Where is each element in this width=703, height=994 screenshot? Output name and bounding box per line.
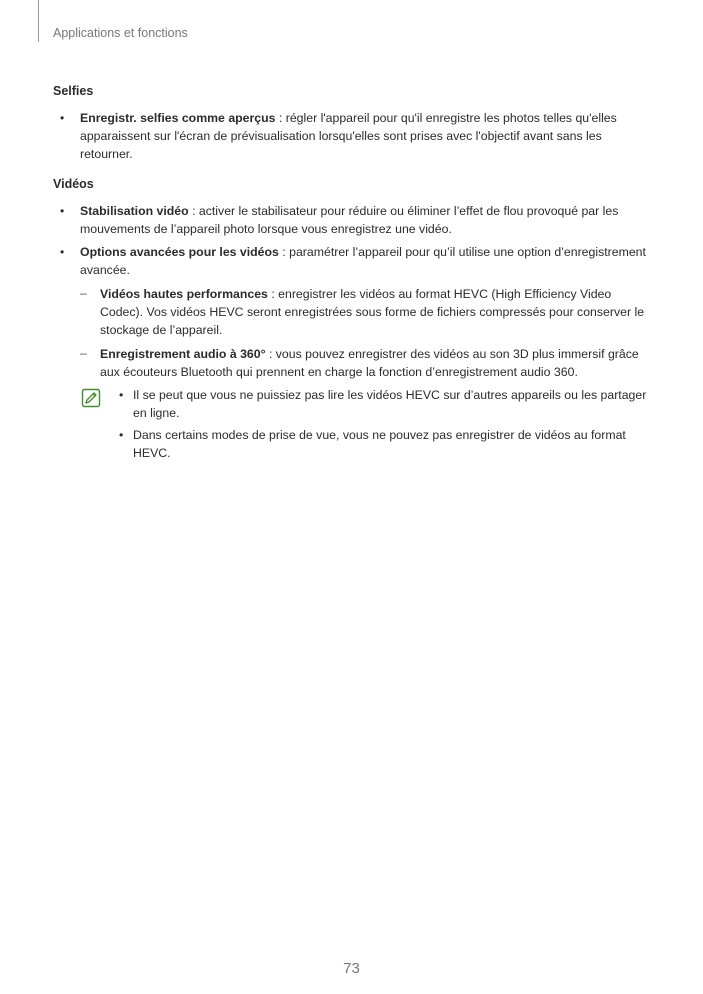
bullet-icon: • bbox=[60, 245, 65, 259]
bullet-icon: • bbox=[60, 204, 65, 218]
list-item bbox=[53, 243, 653, 279]
list-item bbox=[53, 109, 653, 163]
option-description: : activer le stabilisateur pour réduire ou éliminer l’effet de flou provoqué par les mouvements de l’appareil photo lorsque vous enregistrez une vidéo. bbox=[80, 204, 619, 236]
dash-icon: – bbox=[80, 346, 87, 360]
option-description: : enregistrer les vidéos au format HEVC (High Efficiency Video Codec). Vos vidéos HEVC seront enregistrées sous forme de fichiers compressés pour conserver le stockage de l’appareil. bbox=[100, 287, 645, 337]
section-title-selfies: Selfies bbox=[53, 84, 94, 98]
bullet-icon: • bbox=[60, 111, 65, 125]
sub-list-item bbox=[53, 345, 653, 381]
header-divider bbox=[38, 0, 39, 42]
option-description: : paramétrer l’appareil pour qu’il utilise une option d’enregistrement avancée. bbox=[80, 245, 646, 277]
option-description: : régler l'appareil pour qu'il enregistre les photos telles qu'elles apparaissent sur l'écran de prévisualisation lorsqu'elles sont prises avec l'objectif avant sans les retourner. bbox=[80, 111, 617, 161]
option-name: Enregistrement audio à 360° bbox=[100, 347, 266, 361]
note-text: Il se peut que vous ne puissiez pas lire les vidéos HEVC sur d’autres appareils ou les partager en ligne. bbox=[133, 388, 647, 420]
running-header: Applications et fonctions bbox=[53, 26, 188, 40]
list-item bbox=[53, 202, 653, 238]
note-item bbox=[115, 386, 653, 422]
option-name: Options avancées pour les vidéos bbox=[80, 245, 279, 259]
section-title-videos: Vidéos bbox=[53, 177, 94, 191]
bullet-icon: • bbox=[119, 388, 124, 402]
option-name: Stabilisation vidéo bbox=[80, 204, 189, 218]
note-text: Dans certains modes de prise de vue, vous ne pouvez pas enregistrer de vidéos au format HEVC. bbox=[133, 428, 626, 460]
option-name: Vidéos hautes performances bbox=[100, 287, 268, 301]
note-box bbox=[53, 386, 653, 462]
note-item bbox=[115, 426, 653, 462]
sub-list-item bbox=[53, 285, 653, 339]
option-description: : vous pouvez enregistrer des vidéos au son 3D plus immersif grâce aux écouteurs Bluetooth qui prennent en charge la fonction d’enregistrement audio 360. bbox=[100, 347, 639, 379]
main-content bbox=[53, 82, 653, 466]
page-number: 73 bbox=[343, 960, 360, 977]
note-pencil-icon bbox=[81, 388, 101, 408]
bullet-icon: • bbox=[119, 428, 124, 442]
dash-icon: – bbox=[80, 286, 87, 300]
option-name: Enregistr. selfies comme aperçus bbox=[80, 111, 276, 125]
